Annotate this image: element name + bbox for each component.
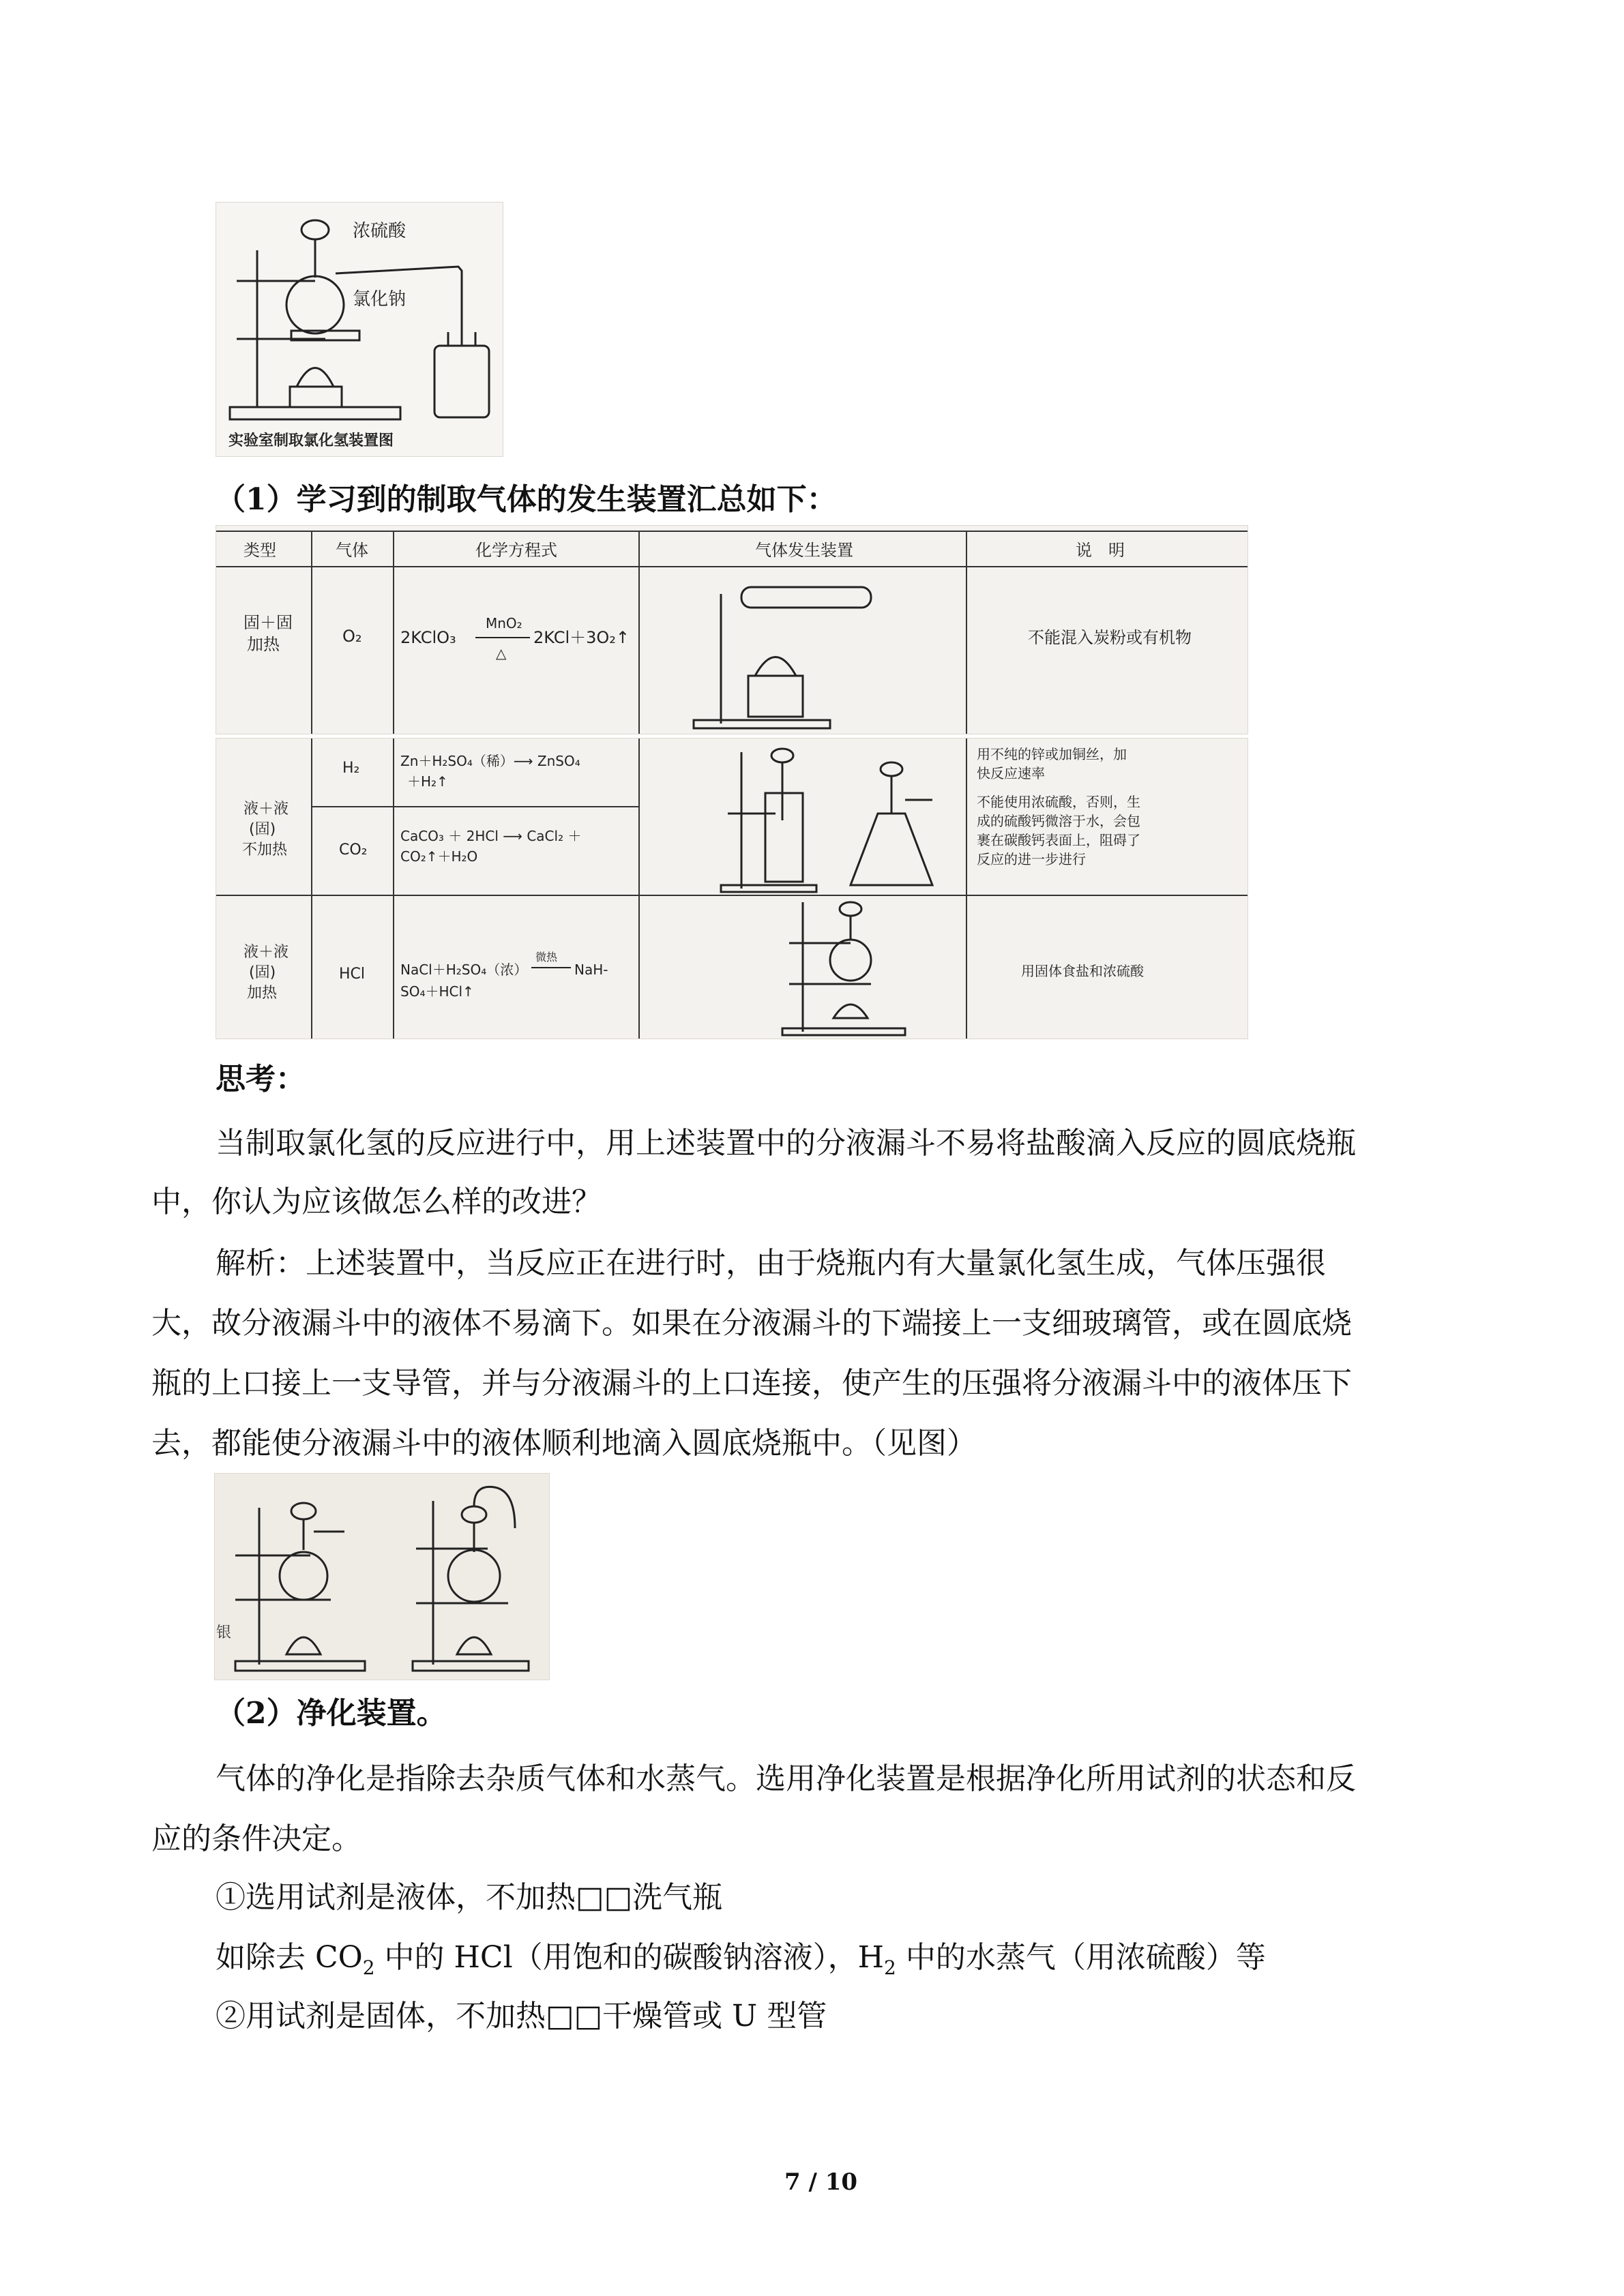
row4-eq-line1: NaCl＋H₂SO₄（浓） [400,961,528,978]
row3-gas: CO₂ [339,841,368,859]
row4-eq-line2: SO₄＋HCl↑ [400,983,474,1000]
example-sub-co2: 2 [362,1956,375,1979]
row3-note-line1: 不能使用浓硫酸，否则，生 [977,794,1140,810]
think-heading: 思考： [216,1062,306,1097]
generator-table-part2 [216,738,1248,1039]
row3-eq-line2: CO₂↑＋H₂O [400,848,478,865]
row3-note-line3: 裹在碳酸钙表面上，阻碍了 [977,832,1140,848]
row2-eq-line2: ＋H₂↑ [407,773,448,790]
row4-apparatus-drawing [782,902,905,1035]
row1-gas: O₂ [342,627,362,646]
row3-note-line2: 成的硫酸钙微溶于水，会包 [977,813,1140,829]
label-conc-sulfuric-acid: 浓硫酸 [353,221,407,241]
row1-note: 不能混入炭粉或有机物 [1028,628,1192,647]
row1-type-heat: 加热 [247,635,280,654]
analysis-line4: 去，都能使分液漏斗中的液体顺利地滴入圆底烧瓶中。（见图） [151,1426,977,1461]
hcl-apparatus-figure [216,202,503,457]
row2-type-line1: 液＋液 [243,801,289,818]
table-part2-drawing [216,739,1247,1039]
row4-eq-line1b: NaH- [574,961,608,978]
row2-gas: H₂ [342,760,360,777]
header-equation: 化学方程式 [475,541,557,560]
row1-type: 固＋固 [243,613,293,632]
example-part-a: 如除去 CO [216,1940,363,1975]
analysis-line3: 瓶的上口接上一支导管，并与分液漏斗的上口连接，使产生的压强将分液漏斗中的液体压下 [151,1366,1352,1401]
item1-liquid-reagent: ①选用试剂是液体，不加热□□洗气瓶 [216,1880,723,1915]
improved-apparatus-figure [214,1473,550,1680]
purify-line1: 气体的净化是指除去杂质气体和水蒸气。选用净化装置是根据净化所用试剂的状态和反 [216,1761,1356,1796]
header-type: 类型 [243,541,276,560]
row2-type-line2: (固) [249,821,276,838]
row3-eq-line1: CaCO₃ ＋ 2HCl ⟶ CaCl₂ ＋ [400,828,582,844]
header-notes: 说 明 [1076,541,1125,560]
row2-type-line3: 不加热 [242,841,288,859]
page-number: 7 / 10 [784,2168,858,2196]
row2-note-line2: 快反应速率 [977,765,1045,781]
row4-type-line1: 液＋液 [243,944,289,961]
row4-eq-condition: 微热 [535,951,558,964]
row4-type-line2: (固) [249,964,276,981]
header-gas: 气体 [336,541,368,560]
row1-eq-right: 2KCl＋3O₂↑ [533,628,630,647]
generator-table-part1 [216,525,1248,734]
row1-eq-condition: △ [496,645,507,661]
header-apparatus: 气体发生装置 [755,541,853,560]
example-part-b: 中的 HCl（用饱和的碳酸钠溶液），H [374,1940,885,1975]
row2-apparatus-drawing [721,749,932,892]
fig3-side-char: 银 [216,1624,232,1641]
row3-note-line4: 反应的进一步进行 [977,851,1086,867]
analysis-line1: 解析：上述装置中，当反应正在进行时，由于烧瓶内有大量氯化氢生成，气体压强很 [216,1246,1326,1281]
row1-apparatus-drawing [694,587,871,728]
item2-solid-reagent: ②用试剂是固体，不加热□□干燥管或 U 型管 [216,1999,827,2033]
improved-apparatus-drawing [215,1474,549,1680]
row2-note-line1: 用不纯的锌或加铜丝，加 [977,746,1127,762]
purify-example [216,1935,1266,1991]
analysis-line2: 大，故分液漏斗中的液体不易滴下。如果在分液漏斗的下端接上一支细玻璃管，或在圆底烧 [151,1306,1352,1341]
row1-eq-catalyst: MnO₂ [486,615,522,631]
purify-line2: 应的条件决定。 [151,1821,361,1856]
example-sub-h2: 2 [884,1956,896,1979]
figure1-caption: 实验室制取氯化氢装置图 [228,432,394,449]
hcl-apparatus-drawing [216,203,503,456]
section1-heading: （1）学习到的制取气体的发生装置汇总如下： [216,482,837,517]
label-sodium-chloride: 氯化钠 [353,289,407,310]
row1-eq-left: 2KClO₃ [400,628,456,647]
row2-eq-line1: Zn＋H₂SO₄（稀）⟶ ZnSO₄ [400,753,580,769]
row4-gas: HCl [339,966,366,983]
table-part1-drawing [216,526,1247,734]
section2-heading: （2）净化装置。 [216,1696,447,1731]
row4-type-line3: 加热 [247,985,278,1002]
row4-note: 用固体食盐和浓硫酸 [1021,963,1144,979]
question-line1: 当制取氯化氢的反应进行中，用上述装置中的分液漏斗不易将盐酸滴入反应的圆底烧瓶 [216,1126,1356,1161]
example-part-c: 中的水蒸气（用浓硫酸）等 [896,1940,1266,1975]
question-line2: 中，你认为应该做怎么样的改进？ [151,1184,602,1219]
